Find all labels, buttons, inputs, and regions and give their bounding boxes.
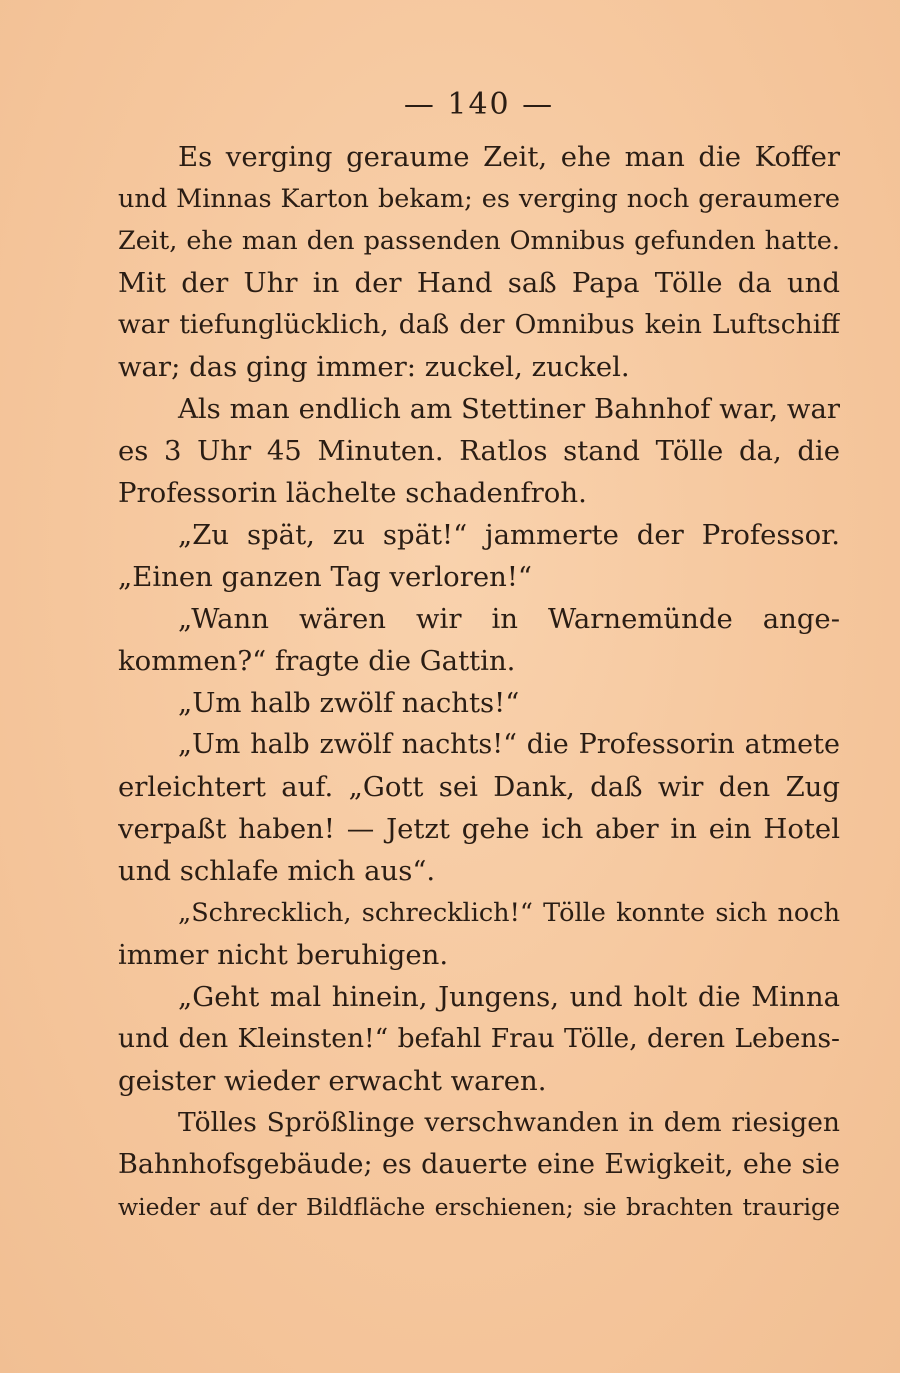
text-line: „Schrecklich, schrecklich!“ Tölle konnte sich noch [178,898,840,928]
text-line: Bahnhofsgebäude; es dauerte eine Ewigkeit, ehe sie [118,1149,840,1180]
text-line: Es verging geraume Zeit, ehe man die Koffer [178,141,840,173]
text-line: Mit der Uhr in der Hand saß Papa Tölle da und [118,267,840,299]
text-line: geister wieder erwacht waren. [118,1065,547,1097]
text-line: „Wann wären wir in Warnemünde ange- [178,603,840,635]
text-line: kommen?“ fragte die Gattin. [118,645,516,677]
text-line: immer nicht beruhigen. [118,939,449,971]
text-line: erleichtert auf. „Gott sei Dank, daß wir den Zug [118,771,840,803]
text-line: war tiefunglücklich, daß der Omnibus kein Luftschiff [118,309,840,340]
text-line: „Zu spät, zu spät!“ jammerte der Professor. [178,519,840,551]
text-line: war; das ging immer: zuckel, zuckel. [118,351,630,383]
text-line: es 3 Uhr 45 Minuten. Ratlos stand Tölle da, die [118,435,840,467]
text-line: Tölles Sprößlinge verschwanden in dem riesigen [178,1107,840,1138]
text-line: „Um halb zwölf nachts!“ die Professorin atmete [178,729,840,760]
page-number: — 140 — [403,87,555,122]
text-line: und den Kleinsten!“ befahl Frau Tölle, deren Lebens- [118,1023,840,1054]
page-body [118,136,840,1228]
book-page [118,82,840,1228]
text-line: und Minnas Karton bekam; es verging noch geraumere [118,184,840,214]
text-line: wieder auf der Bildfläche erschienen; sie brachten traurige [118,1193,840,1221]
text-line: Zeit, ehe man den passenden Omnibus gefunden hatte. [118,226,840,256]
text-line: „Um halb zwölf nachts!“ [178,687,520,719]
text-line: Als man endlich am Stettiner Bahnhof war, war [178,393,840,425]
text-line: „Einen ganzen Tag verloren!“ [118,561,532,593]
text-line: „Geht mal hinein, Jungens, und holt die Minna [178,981,840,1013]
text-line: verpaßt haben! — Jetzt gehe ich aber in ein Hotel [118,813,840,845]
text-line: Professorin lächelte schadenfroh. [118,477,587,509]
text-line: und schlafe mich aus“. [118,855,436,887]
